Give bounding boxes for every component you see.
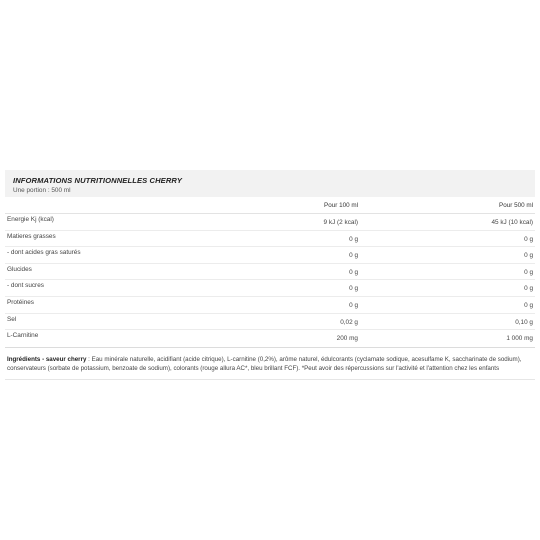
value-per-500ml: 0,10 g <box>515 318 533 326</box>
column-header-per-500ml: Pour 500 ml <box>499 202 533 209</box>
value-per-100ml: 9 kJ (2 kcal) <box>323 219 358 226</box>
value-per-100ml: 0 g <box>349 285 358 293</box>
table-row <box>5 297 535 314</box>
value-per-500ml: 0 g <box>524 268 533 276</box>
row-label: Glucides <box>7 265 32 273</box>
portion-size: Une portion : 500 ml <box>13 187 71 194</box>
table-row <box>5 314 535 331</box>
table-header-row <box>5 201 535 214</box>
value-per-500ml: 45 kJ (10 kcal) <box>491 219 533 226</box>
value-per-500ml: 0 g <box>524 235 533 243</box>
row-label: - dont sucres <box>7 282 44 290</box>
row-label: - dont acides gras saturés <box>7 249 81 257</box>
row-label: Matieres grasses <box>7 232 56 240</box>
table-row <box>5 264 535 281</box>
column-header-per-100ml: Pour 100 ml <box>324 202 358 209</box>
ingredients-list: : Eau minérale naturelle, acidifiant (acide citrique), L-carnitine (0,2%), arôme naturel, édulcorants (cyclamate sodique, acesulfame K, saccharinate de sodium), conservateurs (sorbate de potassium, benzoate de sodium), colorants (rouge allura AC*, bleu brillant FCF). *Peut avoir des répercussions sur l'activité et l'attention chez les enfants <box>7 356 522 373</box>
table-row <box>5 330 535 348</box>
nutrition-title: INFORMATIONS NUTRITIONNELLES CHERRY <box>13 176 183 185</box>
divider <box>5 379 535 380</box>
row-label: L-Carnitine <box>7 332 39 340</box>
value-per-500ml: 1 000 mg <box>506 335 533 343</box>
value-per-100ml: 200 mg <box>336 335 358 343</box>
nutrition-header <box>5 170 535 197</box>
value-per-500ml: 0 g <box>524 301 533 309</box>
ingredients-text <box>5 355 535 373</box>
value-per-100ml: 0 g <box>349 252 358 260</box>
row-label: Sel <box>7 315 17 323</box>
table-row <box>5 280 535 297</box>
value-per-100ml: 0 g <box>349 235 358 243</box>
row-label: Energie Kj (kcal) <box>7 216 54 223</box>
value-per-100ml: 0 g <box>349 301 358 309</box>
row-label: Protéines <box>7 298 34 306</box>
value-per-500ml: 0 g <box>524 252 533 260</box>
value-per-500ml: 0 g <box>524 285 533 293</box>
nutrition-panel <box>5 170 535 380</box>
table-row <box>5 231 535 248</box>
value-per-100ml: 0,02 g <box>340 318 358 326</box>
ingredients-label: Ingrédients - saveur cherry <box>7 356 87 364</box>
table-row <box>5 214 535 231</box>
table-row <box>5 247 535 264</box>
value-per-100ml: 0 g <box>349 268 358 276</box>
